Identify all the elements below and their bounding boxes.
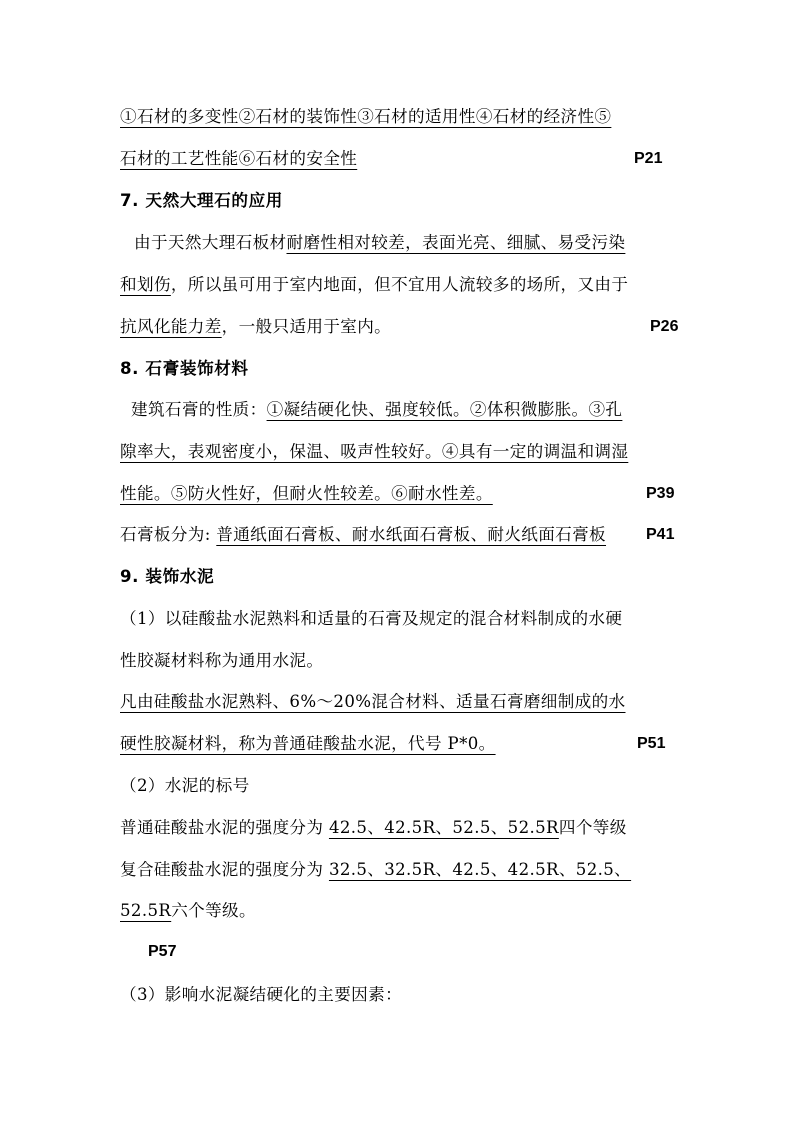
s9-composite-cement-grades-cont xyxy=(120,901,256,921)
s8-line-2 xyxy=(120,442,628,462)
s8-line-2-text: 隙率大，表观密度小，保温、吸声性较好。④具有一定的调温和调湿 xyxy=(120,442,629,461)
s9-factors-heading: （3）影响水泥凝结硬化的主要因素： xyxy=(120,985,403,1004)
s6-line-1-text: ①石材的多变性②石材的装饰性③石材的适用性④石材的经济性⑤ xyxy=(120,107,612,126)
page-ref-p41: P41 xyxy=(646,526,675,543)
s9-composite-label: 复合硅酸盐水泥的强度分为 xyxy=(120,860,329,879)
s8-line-3-text: 性能。⑤防火性好，但耐火性较差。⑥耐水性差。 xyxy=(120,484,493,503)
s9-p1-line-2: 性胶凝材料称为通用水泥。 xyxy=(120,651,324,670)
s9-ordinary-grades: 42.5、42.5R、52.5、52.5R xyxy=(328,818,559,837)
page-ref-p21: P21 xyxy=(634,150,663,167)
s9-ordinary-label: 普通硅酸盐水泥的强度分为 xyxy=(120,818,329,837)
s9-p2-line-2 xyxy=(120,734,496,754)
page-ref-p26: P26 xyxy=(650,318,679,335)
s8-board-label: 石膏板分为: xyxy=(120,525,217,544)
s9-composite-grades: 32.5、32.5R、42.5、42.5R、52.5、 xyxy=(328,860,632,879)
s8-line-1-plain: 建筑石膏的性质： xyxy=(131,400,267,419)
s8-board-line xyxy=(120,525,606,545)
s9-p2-line-1 xyxy=(120,692,626,712)
section-7-title: 7. 天然大理石的应用 xyxy=(120,191,283,210)
s8-board-types: 普通纸面石膏板、耐水纸面石膏板、耐火纸面石膏板 xyxy=(216,525,607,544)
page-ref-p57: P57 xyxy=(148,943,177,960)
s7-line-3-underlined: 抗风化能力差 xyxy=(120,317,222,336)
s9-ordinary-cement-grades xyxy=(120,818,627,838)
s9-composite-cement-grades xyxy=(120,860,631,880)
s7-line-1 xyxy=(134,233,625,253)
s9-ordinary-suffix: 四个等级 xyxy=(558,818,627,837)
s8-line-3 xyxy=(120,484,493,504)
s6-line-1 xyxy=(120,107,611,127)
s7-line-2-underlined: 和划伤 xyxy=(120,275,171,294)
s6-line-2-text: 石材的工艺性能⑥石材的安全性 xyxy=(120,149,358,168)
s9-composite-suffix: 六个等级。 xyxy=(171,901,256,920)
s7-line-2 xyxy=(120,275,628,295)
s9-composite-grade-last: 52.5R xyxy=(120,901,172,920)
section-8-title: 8. 石膏装饰材料 xyxy=(120,359,249,378)
s7-line-1-plain: 由于天然大理石板材 xyxy=(134,233,287,252)
s6-line-2 xyxy=(120,149,357,169)
s7-line-2-plain: ，所以虽可用于室内地面，但不宜用人流较多的场所，又由于 xyxy=(170,275,629,294)
s8-line-1 xyxy=(131,400,622,420)
s9-p2-line-1-text: 凡由硅酸盐水泥熟料、6%～20%混合材料、适量石膏磨细制成的水 xyxy=(120,692,626,711)
s7-line-3-plain: ，一般只适用于室内。 xyxy=(221,317,392,336)
s7-line-1-underlined: 耐磨性相对较差，表面光亮、细腻、易受污染 xyxy=(286,233,626,252)
page-ref-p51: P51 xyxy=(637,735,666,752)
section-9-title: 9. 装饰水泥 xyxy=(120,567,215,586)
s9-p2-line-2-text: 硬性胶凝材料，称为普通硅酸盐水泥，代号 P*0。 xyxy=(120,734,496,753)
s7-line-3 xyxy=(120,317,391,337)
s9-p1-line-1: （1）以硅酸盐水泥熟料和适量的石膏及规定的混合材料制成的水硬 xyxy=(120,609,623,628)
s9-cement-grade-heading: （2）水泥的标号 xyxy=(120,776,250,795)
s8-line-1-underlined: ①凝结硬化快、强度较低。②体积微膨胀。③孔 xyxy=(266,400,623,419)
page-ref-p39: P39 xyxy=(646,485,675,502)
